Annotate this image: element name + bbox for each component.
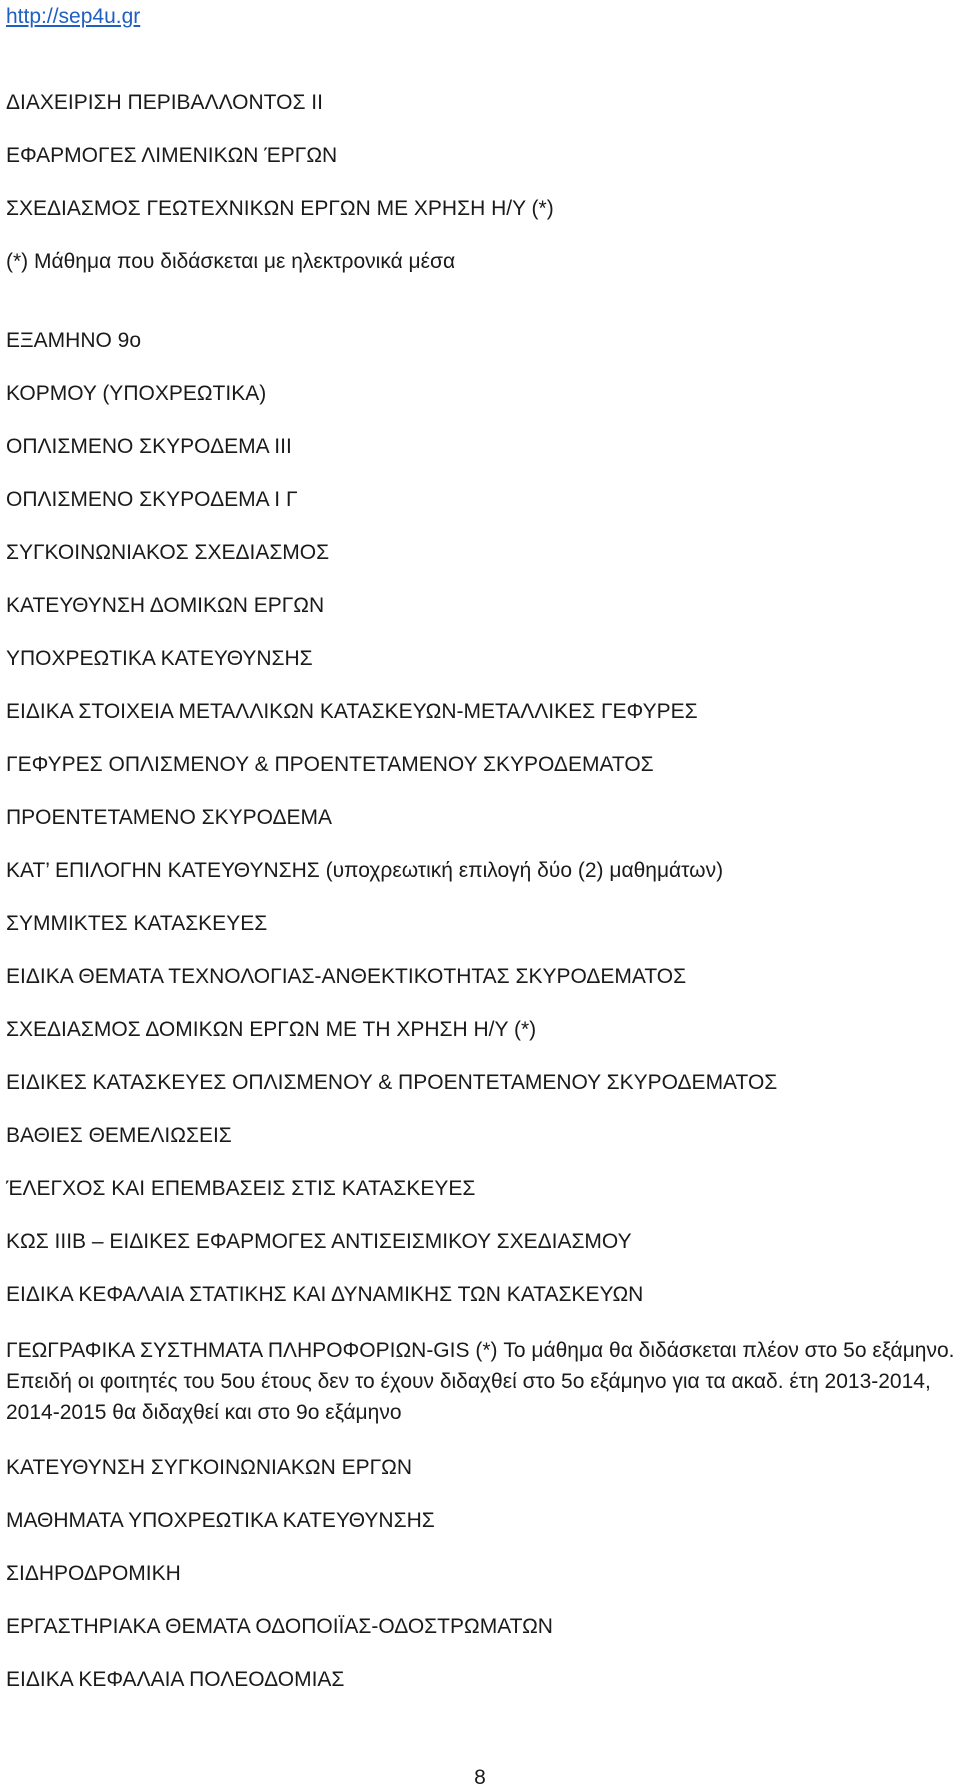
text-line: ΜΑΘΗΜΑΤΑ ΥΠΟΧΡΕΩΤΙΚΑ ΚΑΤΕΥΘΥΝΣΗΣ: [6, 1509, 435, 1532]
text-line: ΕΡΓΑΣΤΗΡΙΑΚΑ ΘΕΜΑΤΑ ΟΔΟΠΟΙΪΑΣ-ΟΔΟΣΤΡΩΜΑΤΩΝ: [6, 1615, 553, 1638]
text-line: ΕΙΔΙΚΕΣ ΚΑΤΑΣΚΕΥΕΣ ΟΠΛΙΣΜΕΝΟΥ & ΠΡΟΕΝΤΕΤΑΜΕΝΟΥ ΣΚΥΡΟΔΕΜΑΤΟΣ: [6, 1071, 778, 1094]
text-line: ΕΙΔΙΚΑ ΚΕΦΑΛΑΙΑ ΠΟΛΕΟΔΟΜΙΑΣ: [6, 1668, 345, 1691]
text-paragraph: ΓΕΩΓΡΑΦΙΚΑ ΣΥΣΤΗΜΑΤΑ ΠΛΗΡΟΦΟΡΙΩΝ-GIS (*) Το μάθημα θα διδάσκεται πλέον στο 5ο εξάμηνο. Επειδή οι φοιτητές του 5ου έτους δεν το έχουν διδαχθεί στο 5ο εξάμηνο για τα ακαδ. έτη 2013-2014, 2014-2015 θα διδαχθεί και στο 9ο εξάμηνο: [6, 1339, 955, 1424]
text-line: ΣΥΜΜΙΚΤΕΣ ΚΑΤΑΣΚΕΥΕΣ: [6, 912, 268, 935]
text-line: ΠΡΟΕΝΤΕΤΑΜΕΝΟ ΣΚΥΡΟΔΕΜΑ: [6, 806, 333, 829]
text-line: ΕΙΔΙΚΑ ΚΕΦΑΛΑΙΑ ΣΤΑΤΙΚΗΣ ΚΑΙ ΔΥΝΑΜΙΚΗΣ ΤΩΝ ΚΑΤΑΣΚΕΥΩΝ: [6, 1283, 644, 1306]
text-line: ΕΙΔΙΚΑ ΣΤΟΙΧΕΙΑ ΜΕΤΑΛΛΙΚΩΝ ΚΑΤΑΣΚΕΥΩΝ-ΜΕΤΑΛΛΙΚΕΣ ΓΕΦΥΡΕΣ: [6, 700, 698, 723]
page-number: 8: [474, 1766, 486, 1789]
text-line: (*) Μάθημα που διδάσκεται με ηλεκτρονικά μέσα: [6, 250, 456, 273]
text-line: ΕΦΑΡΜΟΓΕΣ ΛΙΜΕΝΙΚΩΝ ΈΡΓΩΝ: [6, 144, 338, 167]
spacer: [6, 302, 956, 328]
text-line: ΣΧΕΔΙΑΣΜΟΣ ΓΕΩΤΕΧΝΙΚΩΝ ΕΡΓΩΝ ΜΕ ΧΡΗΣΗ Η/Υ (*): [6, 197, 554, 220]
text-line: ΒΑΘΙΕΣ ΘΕΜΕΛΙΩΣΕΙΣ: [6, 1124, 232, 1147]
text-line: ΓΕΦΥΡΕΣ ΟΠΛΙΣΜΕΝΟΥ & ΠΡΟΕΝΤΕΤΑΜΕΝΟΥ ΣΚΥΡΟΔΕΜΑΤΟΣ: [6, 753, 654, 776]
text-line: ΟΠΛΙΣΜΕΝΟ ΣΚΥΡΟΔΕΜΑ ΙΙΙ: [6, 435, 292, 458]
text-line: ΚΩΣ ΙΙΙΒ – ΕΙΔΙΚΕΣ ΕΦΑΡΜΟΓΕΣ ΑΝΤΙΣΕΙΣΜΙΚΟΥ ΣΧΕΔΙΑΣΜΟΥ: [6, 1230, 632, 1253]
text-line: ΚΑΤ’ ΕΠΙΛΟΓΗΝ ΚΑΤΕΥΘΥΝΣΗΣ (υποχρεωτική επιλογή δύο (2) μαθημάτων): [6, 859, 724, 882]
text-line: ΣΙΔΗΡΟΔΡΟΜΙΚΗ: [6, 1562, 181, 1585]
text-line: ΔΙΑΧΕΙΡΙΣΗ ΠΕΡΙΒΑΛΛΟΝΤΟΣ ΙΙ: [6, 91, 323, 114]
text-line: ΚΟΡΜΟΥ (ΥΠΟΧΡΕΩΤΙΚΑ): [6, 382, 267, 405]
text-line: ΣΥΓΚΟΙΝΩΝΙΑΚΟΣ ΣΧΕΔΙΑΣΜΟΣ: [6, 541, 330, 564]
text-line: ΈΛΕΓΧΟΣ ΚΑΙ ΕΠΕΜΒΑΣΕΙΣ ΣΤΙΣ ΚΑΤΑΣΚΕΥΕΣ: [6, 1177, 476, 1200]
header-link[interactable]: http://sep4u.gr: [6, 5, 141, 28]
text-line: ΚΑΤΕΥΘΥΝΣΗ ΔΟΜΙΚΩΝ ΕΡΓΩΝ: [6, 594, 325, 617]
text-line: ΚΑΤΕΥΘΥΝΣΗ ΣΥΓΚΟΙΝΩΝΙΑΚΩΝ ΕΡΓΩΝ: [6, 1456, 413, 1479]
document-body: [6, 90, 956, 1720]
text-line: ΕΙΔΙΚΑ ΘΕΜΑΤΑ ΤΕΧΝΟΛΟΓΙΑΣ-ΑΝΘΕΚΤΙΚΟΤΗΤΑΣ ΣΚΥΡΟΔΕΜΑΤΟΣ: [6, 965, 687, 988]
semester-heading: ΕΞΑΜΗΝΟ 9ο: [6, 329, 142, 352]
text-line: ΥΠΟΧΡΕΩΤΙΚΑ ΚΑΤΕΥΘΥΝΣΗΣ: [6, 647, 313, 670]
text-line: ΣΧΕΔΙΑΣΜΟΣ ΔΟΜΙΚΩΝ ΕΡΓΩΝ ΜΕ ΤΗ ΧΡΗΣΗ Η/Υ (*): [6, 1018, 537, 1041]
text-line: ΟΠΛΙΣΜΕΝΟ ΣΚΥΡΟΔΕΜΑ Ι Γ: [6, 488, 298, 511]
